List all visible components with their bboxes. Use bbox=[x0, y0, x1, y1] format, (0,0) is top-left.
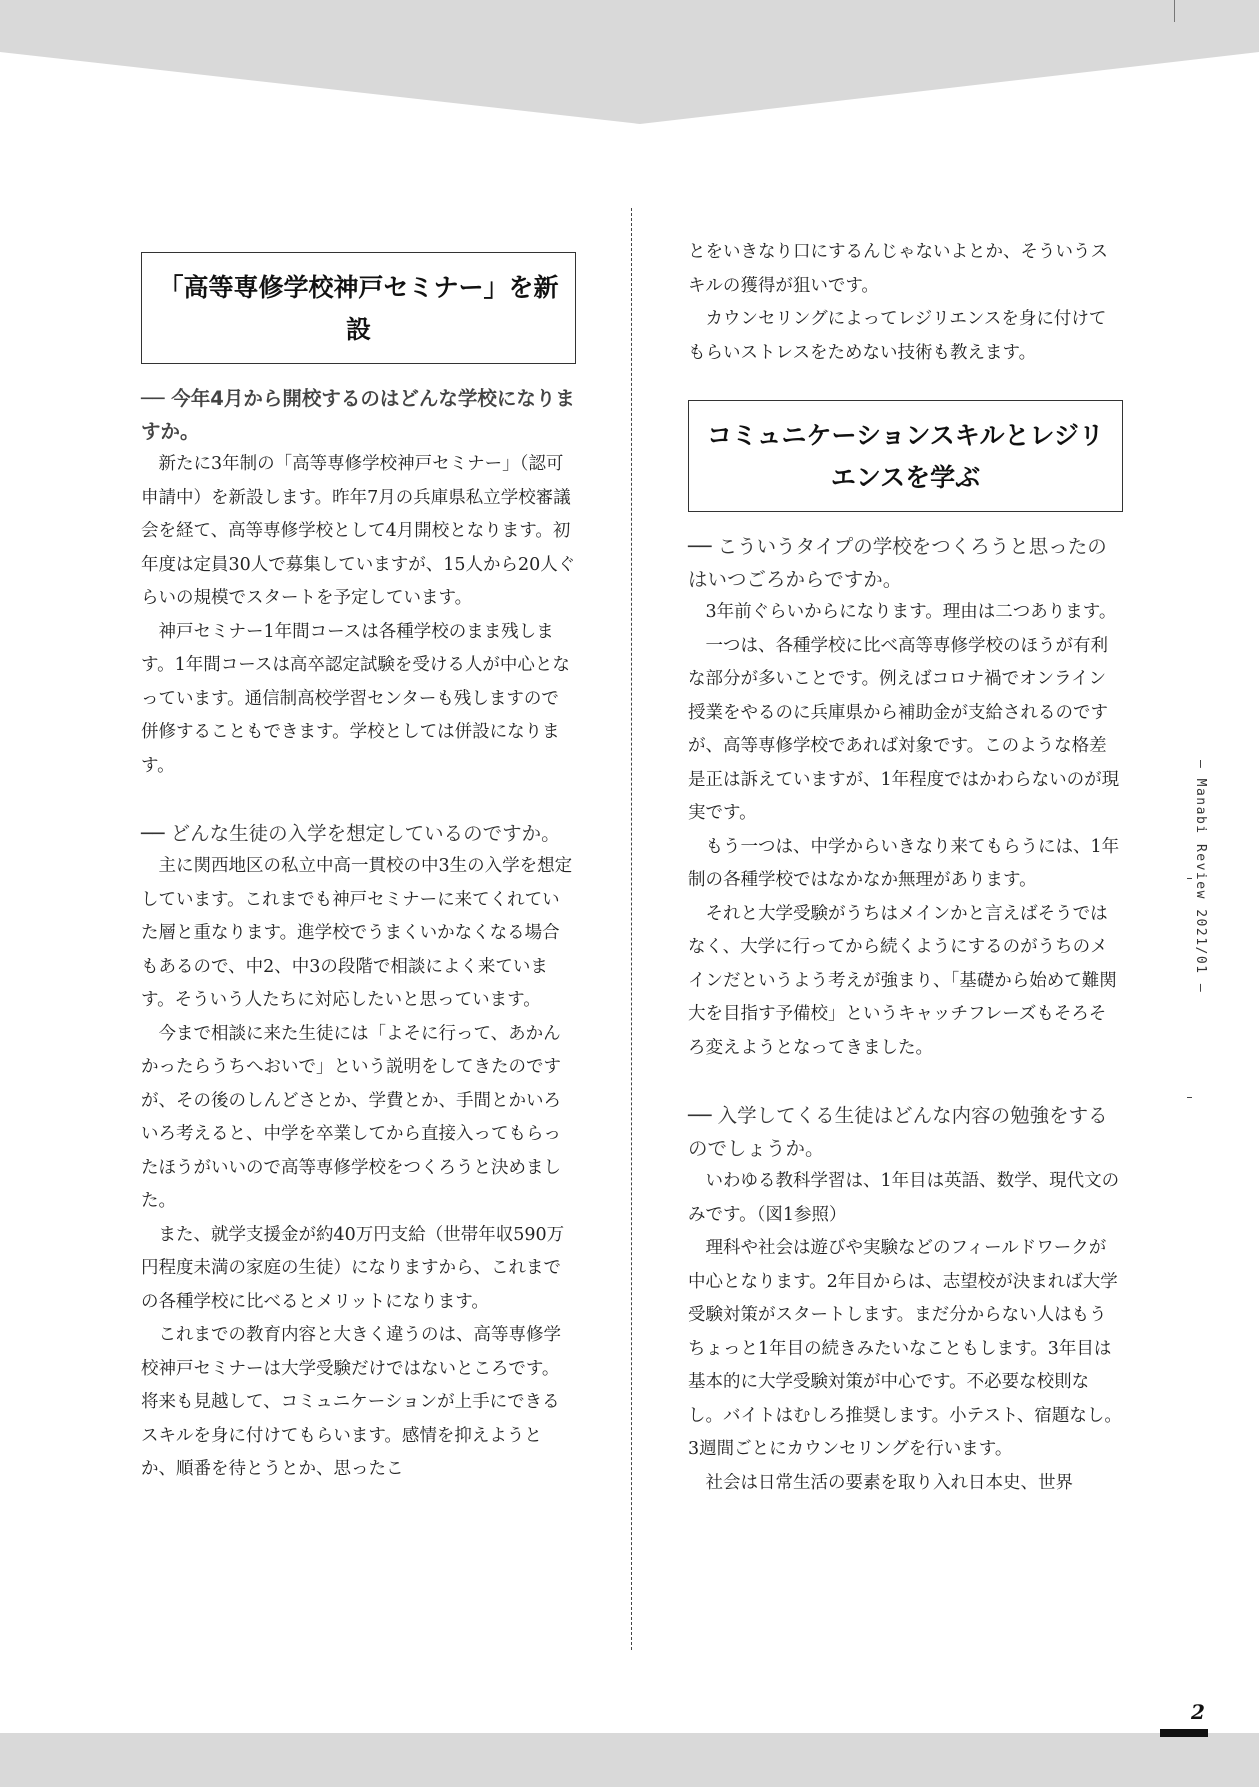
answer-paragraph: 一つは、各種学校に比べ高等専修学校のほうが有利な部分が多いことです。例えばコロナ禍でオンライン授業をやるのに兵庫県から補助金が支給されるのですが、高等専修学校であれば対象です。このような格差是正は訴えていますが、1年程度ではかわらないのが現実です。 bbox=[688, 635, 1120, 823]
answer-paragraph: 新たに3年制の「高等専修学校神戸セミナー」（認可申請中）を新設します。昨年7月の兵庫県私立学校審議会を経て、高等専修学校として4月開校となります。初年度は定員30人で募集していますが、15人から20人ぐらいの規模でスタートを予定しています。 bbox=[141, 454, 576, 608]
paragraph-gap bbox=[141, 783, 576, 817]
right-column bbox=[688, 236, 1123, 1500]
answer-paragraph: また、就学支援金が約40万円支給（世帯年収590万円程度未満の家庭の生徒）になりますから、これまでの各種学校に比べるとメリットになります。 bbox=[141, 1224, 565, 1312]
right-column-intro bbox=[688, 236, 1123, 370]
interview-question: ── 入学してくる生徒はどんな内容の勉強をするのでしょうか。 bbox=[688, 1104, 1108, 1160]
section-heading-left: 「高等専修学校神戸セミナー」を新設 bbox=[141, 252, 576, 364]
answer-paragraph: いわゆる教科学習は、1年目は英語、数学、現代文のみです。（図1参照） bbox=[688, 1171, 1120, 1225]
margin-tick bbox=[1187, 1097, 1192, 1098]
answer-paragraph: もう一つは、中学からいきなり来てもらうには、1年制の各種学校ではなかなか無理があります。 bbox=[688, 836, 1120, 890]
answer-paragraph: それと大学受験がうちはメインかと言えばそうではなく、大学に行ってから続くようにするのがうちのメインだというよう考えが強まり、「基礎から始めて難関大を目指す予備校」というキャッチフレーズもそろそろ変えようとなってきました。 bbox=[688, 903, 1117, 1058]
interview-question: ── こういうタイプの学校をつくろうと思ったのはいつごろからですか。 bbox=[688, 535, 1107, 591]
answer-paragraph: 今まで相談に来た生徒には「よそに行って、あかんかったらうちへおいで」という説明をしてきたのですが、その後のしんどさとか、学費とか、手間とかいろいろ考えると、中学を卒業してから直接入ってもらったほうがいいので高等専修学校をつくろうと決めました。 bbox=[141, 1023, 561, 1211]
answer-paragraph: 主に関西地区の私立中高一貫校の中3生の入学を想定しています。これまでも神戸セミナーに来てくれていた層と重なります。進学校でうまくいかなくなる場合もあるので、中2、中3の段階で相談によく来ています。そういう人たちに対応したいと思っています。 bbox=[141, 856, 573, 1010]
journal-side-label: – Manabi Review 2021/01 – bbox=[1193, 760, 1208, 994]
page-number-bar bbox=[1160, 1729, 1208, 1737]
interview-question: ── どんな生徒の入学を想定しているのですか。 bbox=[141, 822, 561, 845]
column-divider bbox=[631, 208, 632, 1650]
answer-paragraph: 神戸セミナー1年間コースは各種学校のまま残します。1年間コースは高卒認定試験を受ける人が中心となっています。通信制高校学習センターも残しますので併修することもできます。学校としては併設になります。 bbox=[141, 621, 570, 776]
page-number: 2 bbox=[1191, 1700, 1205, 1724]
left-column-body bbox=[141, 382, 576, 1487]
right-column-body bbox=[688, 530, 1123, 1500]
answer-paragraph: 3年前ぐらいからになります。理由は二つあります。 bbox=[705, 602, 1117, 622]
section-heading-right: コミュニケーションスキルとレジリエンスを学ぶ bbox=[688, 400, 1123, 512]
answer-paragraph: カウンセリングによってレジリエンスを身に付けてもらいストレスをためない技術も教えます。 bbox=[688, 309, 1107, 363]
crop-mark bbox=[1174, 0, 1175, 22]
footer-band bbox=[0, 1733, 1259, 1787]
answer-paragraph: 社会は日常生活の要素を取り入れ日本史、世界 bbox=[705, 1472, 1073, 1493]
answer-paragraph: とをいきなり口にするんじゃないよとか、そういうスキルの獲得が狙いです。 bbox=[688, 242, 1108, 296]
answer-paragraph: 理科や社会は遊びや実験などのフィールドワークが中心となります。2年目からは、志望校が決まれば大学受験対策がスタートします。まだ分からない人はもうちょっと1年目の続きみたいなこともします。3年目は基本的に大学受験対策が中心です。不必要な校則なし。バイトはむしろ推奨します。小テスト、宿題なし。3週間ごとにカウンセリングを行います。 bbox=[688, 1238, 1122, 1459]
interview-question: ── 今年4月から開校するのはどんな学校になりますか。 bbox=[141, 387, 575, 443]
header-band bbox=[0, 0, 1259, 130]
answer-paragraph: これまでの教育内容と大きく違うのは、高等専修学校神戸セミナーは大学受験だけではないところです。将来も見越して、コミュニケーションが上手にできるスキルを身に付けてもらいます。感情を抑えようとか、順番を待とうとか、思ったこ bbox=[141, 1325, 561, 1479]
left-column bbox=[141, 252, 576, 1487]
paragraph-gap bbox=[688, 1065, 1123, 1099]
